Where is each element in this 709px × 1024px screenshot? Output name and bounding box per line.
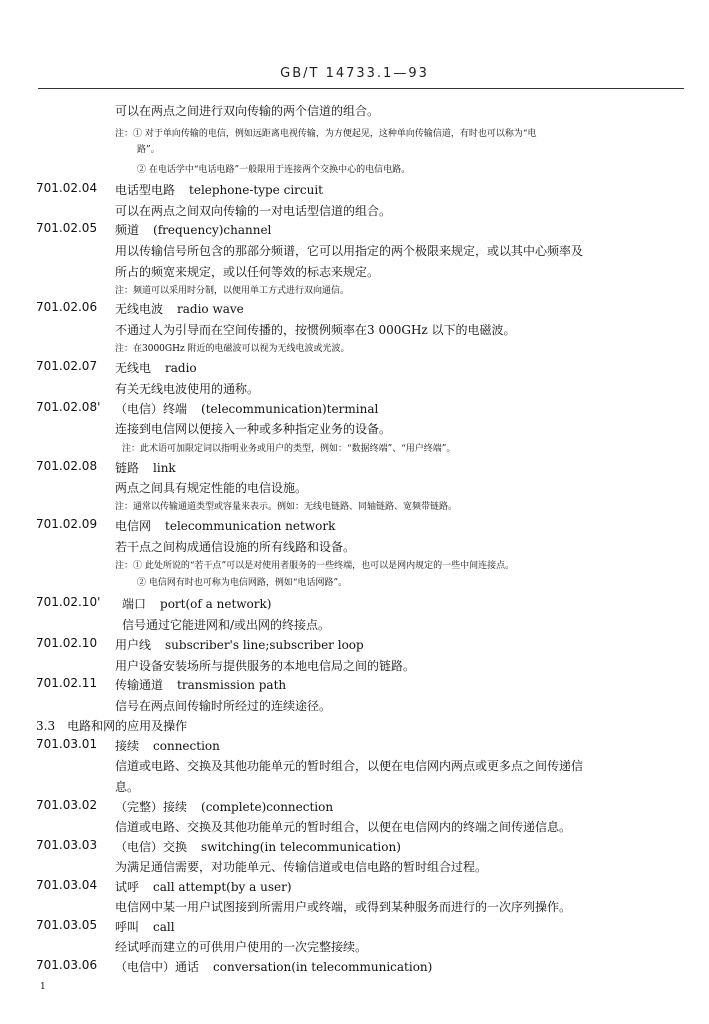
definition-text: 不通过人为引导而在空间传播的，按惯例频率在3 000GHz 以下的电磁波。 — [115, 323, 516, 337]
definition-text: 用以传输信号所包含的那部分频谱，它可以用指定的两个极限来规定，或以其中心频率及 — [115, 244, 584, 258]
header-rule — [38, 88, 684, 89]
definition-text: 若干点之间构成通信设施的所有线路和设备。 — [115, 540, 356, 554]
entry-term: （电信）交换 switching(in telecommunication) — [115, 840, 401, 854]
entry-number: 701.03.06 — [36, 958, 98, 972]
entry-term: 用户线 subscriber's line;subscriber loop — [115, 638, 364, 652]
entry-term: 传输通道 transmission path — [115, 678, 287, 692]
entry-term: （完整）接续 (complete)connection — [115, 800, 334, 814]
entry-term: 电信网 telecommunication network — [115, 519, 336, 533]
definition-text: 可以在两点之间双向传输的一对电话型信道的组合。 — [115, 204, 392, 218]
entry-number: 701.03.01 — [36, 737, 98, 751]
entry-term: 端口 port(of a network) — [122, 597, 272, 611]
definition-text: 信道或电路、交换及其他功能单元的暂时组合，以便在电信网内的终端之间传递信息。 — [115, 820, 572, 834]
definition-text: 信号通过它能进网和/或出网的终接点。 — [122, 618, 331, 632]
definition-text: 连接到电信网以便接入一种或多种指定业务的设备。 — [115, 422, 392, 436]
definition-text: 信道或电路、交换及其他功能单元的暂时组合，以便在电信网内两点或更多点之间传递信 — [115, 759, 584, 773]
note-text: 注：① 此处所说的“若干点”可以是对使用者服务的一些终端，也可以是网内规定的一些中间连接点。 — [115, 561, 515, 571]
entry-term: 试呼 call attempt(by a user) — [115, 880, 292, 894]
entry-number: 701.02.06 — [36, 300, 98, 314]
definition-text: 息。 — [115, 780, 140, 794]
entry-number: 701.02.10 — [36, 636, 98, 650]
entry-term: 无线电 radio — [115, 361, 197, 375]
note-text: ② 电信网有时也可称为电信网路，例如“电话网路”。 — [137, 578, 348, 588]
entry-number: 701.02.08' — [36, 400, 101, 414]
entry-term: 频道 (frequency)channel — [115, 223, 272, 237]
definition-text: 有关无线电波使用的通称。 — [115, 382, 260, 396]
page-header: GB/T 14733.1—93 — [280, 66, 429, 81]
definition-text: 经试呼而建立的可供用户使用的一次完整接续。 — [115, 940, 368, 954]
entry-number: 701.03.03 — [36, 838, 98, 852]
entry-number: 701.03.05 — [36, 918, 98, 932]
page-number: 1 — [40, 982, 46, 992]
definition-text: 所占的频宽来规定，或以任何等效的标志来规定。 — [115, 265, 380, 279]
definition-text: 可以在两点之间进行双向传输的两个信道的组合。 — [115, 104, 380, 118]
entry-number: 701.02.05 — [36, 221, 98, 235]
entry-number: 701.02.10' — [36, 595, 101, 609]
definition-text: 为满足通信需要，对功能单元、传输信道或电信电路的暂时组合过程。 — [115, 860, 488, 874]
entry-term: 电话型电路 telephone-type circuit — [115, 183, 324, 197]
note-text: 路”。 — [137, 145, 160, 155]
entry-term: 无线电波 radio wave — [115, 302, 244, 316]
note-text: 注：在3000GHz 附近的电磁波可以视为无线电波或光波。 — [115, 344, 350, 354]
section-heading: 3.3 电路和网的应用及操作 — [36, 719, 188, 733]
note-text: 注：此术语可加限定词以指明业务或用户的类型，例如：“数据终端”、“用户终端”。 — [122, 444, 456, 454]
note-text: 注：频道可以采用时分制，以便用单工方式进行双向通信。 — [115, 286, 350, 296]
definition-text: 用户设备安装场所与提供服务的本地电信局之间的链路。 — [115, 659, 416, 673]
note-text: 注：通常以传输通道类型或容量来表示。例如：无线电链路、同轴链路、宽频带链路。 — [115, 502, 458, 512]
entry-number: 701.02.11 — [36, 676, 98, 690]
entry-term: 链路 link — [115, 461, 176, 475]
entry-term: （电信）终端 (telecommunication)terminal — [115, 402, 379, 416]
entry-number: 701.02.09 — [36, 517, 98, 531]
entry-number: 701.02.08 — [36, 459, 98, 473]
entry-number: 701.02.04 — [36, 181, 98, 195]
definition-text: 两点之间具有规定性能的电信设施。 — [115, 481, 308, 495]
note-text: ② 在电话学中“电话电路”一般限用于连接两个交换中心的电信电路。 — [137, 165, 411, 175]
entry-number: 701.02.07 — [36, 359, 98, 373]
entry-term: 呼叫 call — [115, 920, 175, 934]
definition-text: 电信网中某一用户试图接到所需用户或终端，或得到某种服务而进行的一次序列操作。 — [115, 900, 572, 914]
entry-number: 701.03.02 — [36, 798, 98, 812]
definition-text: 信号在两点间传输时所经过的连续途径。 — [115, 699, 332, 713]
entry-number: 701.03.04 — [36, 878, 98, 892]
note-text: 注：① 对于单向传输的电信，例如远距离电视传输，为方便起见，这种单向传输信道，有时也可以称为“电 — [115, 129, 537, 139]
entry-term: （电信中）通话 conversation(in telecommunication) — [115, 960, 433, 974]
entry-term: 接续 connection — [115, 739, 220, 753]
